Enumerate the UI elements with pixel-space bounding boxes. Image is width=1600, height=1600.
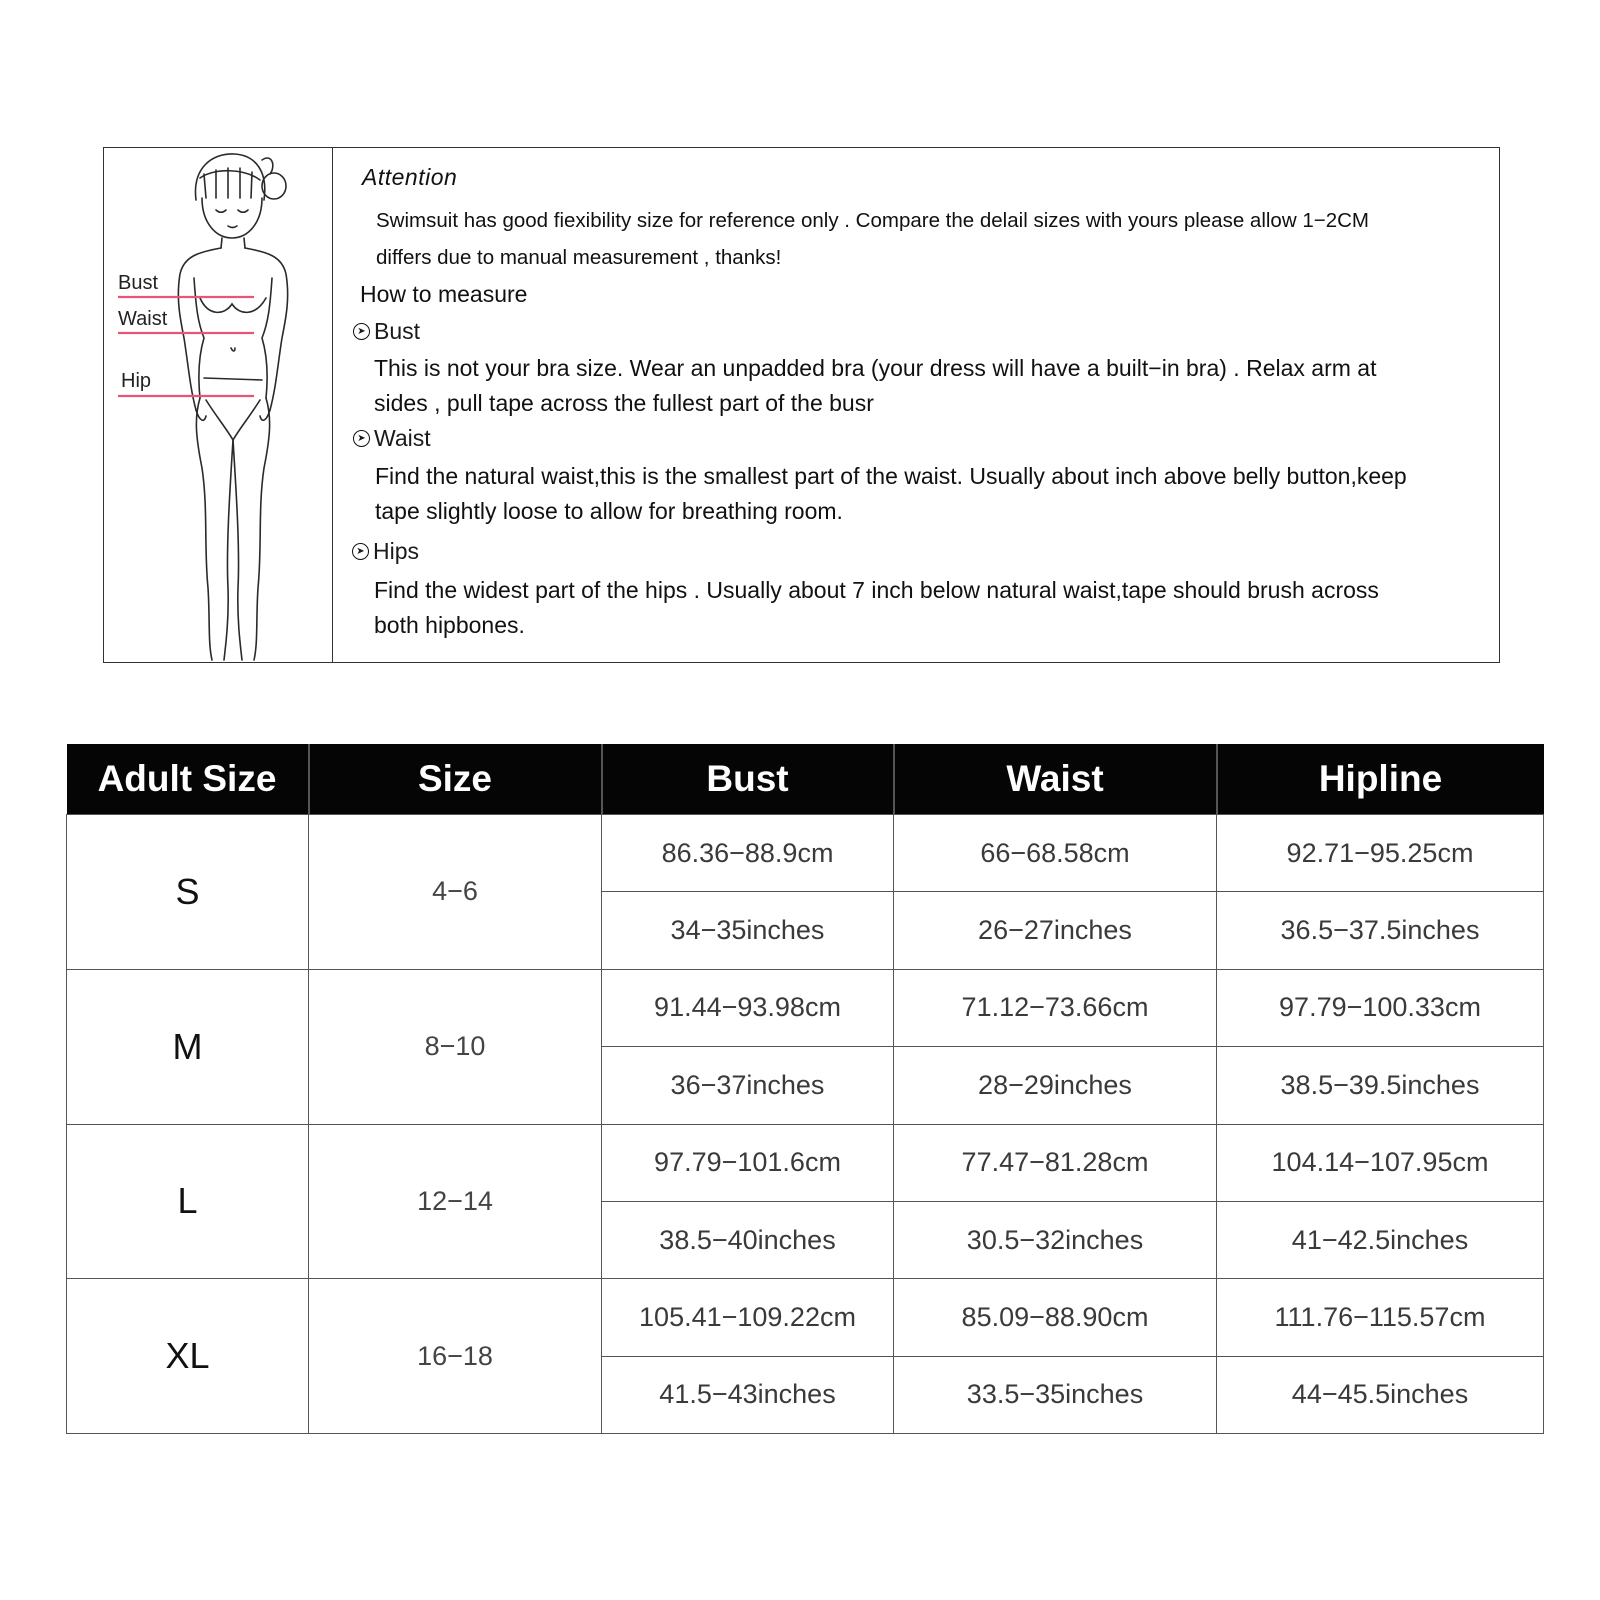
waist-inches-cell: 28−29inches <box>894 1047 1217 1124</box>
hips-section-title <box>352 538 419 565</box>
bust-inches-cell: 38.5−40inches <box>602 1201 894 1278</box>
guide-text-panel <box>333 148 1499 662</box>
bust-cm-cell: 86.36−88.9cm <box>602 815 894 892</box>
table-row <box>67 1124 1544 1201</box>
hip-inches-cell: 36.5−37.5inches <box>1217 892 1544 969</box>
header-adult-size: Adult Size <box>67 744 309 815</box>
size-cell: 4−6 <box>309 815 602 970</box>
bust-inches-cell: 41.5−43inches <box>602 1356 894 1433</box>
size-cell: 16−18 <box>309 1279 602 1434</box>
waist-cm-cell: 85.09−88.90cm <box>894 1279 1217 1356</box>
waist-inches-cell: 33.5−35inches <box>894 1356 1217 1433</box>
table-row <box>67 815 1544 892</box>
arrow-circle-icon: ➤ <box>353 430 370 447</box>
table-row <box>67 1279 1544 1356</box>
bust-section-title <box>353 318 420 345</box>
arrow-circle-icon: ➤ <box>353 323 370 340</box>
attention-title: Attention <box>362 164 458 190</box>
table-row <box>67 969 1544 1046</box>
hip-inches-cell: 41−42.5inches <box>1217 1201 1544 1278</box>
hip-inches-cell: 44−45.5inches <box>1217 1356 1544 1433</box>
waist-section-title <box>353 425 431 452</box>
waist-cm-cell: 71.12−73.66cm <box>894 969 1217 1046</box>
waist-cm-cell: 66−68.58cm <box>894 815 1217 892</box>
adult-size-cell: M <box>67 969 309 1124</box>
adult-size-cell: S <box>67 815 309 970</box>
waist-text-line-1: Find the natural waist,this is the smallest part of the waist. Usually about inch above belly button,keep <box>375 463 1407 489</box>
hip-cm-cell: 104.14−107.95cm <box>1217 1124 1544 1201</box>
hips-text-line-2: both hipbones. <box>374 612 525 638</box>
hip-label: Hip <box>121 370 152 392</box>
hip-cm-cell: 97.79−100.33cm <box>1217 969 1544 1046</box>
bust-text-line-2: sides , pull tape across the fullest part of the busr <box>374 390 874 416</box>
header-waist: Waist <box>894 744 1217 815</box>
waist-cm-cell: 77.47−81.28cm <box>894 1124 1217 1201</box>
size-cell: 8−10 <box>309 969 602 1124</box>
hip-cm-cell: 92.71−95.25cm <box>1217 815 1544 892</box>
header-bust: Bust <box>602 744 894 815</box>
bust-section-label: Bust <box>374 318 421 344</box>
attention-text-line-1: Swimsuit has good fiexibility size for reference only . Compare the delail sizes with yours please allow 1−2CM <box>376 209 1369 232</box>
bust-cm-cell: 105.41−109.22cm <box>602 1279 894 1356</box>
header-size: Size <box>309 744 602 815</box>
size-chart-table <box>66 744 1544 1434</box>
table-header-row <box>67 744 1544 815</box>
hips-text-line-1: Find the widest part of the hips . Usually about 7 inch below natural waist,tape should brush across <box>374 577 1379 603</box>
adult-size-cell: XL <box>67 1279 309 1434</box>
adult-size-cell: L <box>67 1124 309 1279</box>
bust-cm-cell: 91.44−93.98cm <box>602 969 894 1046</box>
how-to-measure-heading: How to measure <box>360 281 528 307</box>
body-figure-panel <box>104 148 333 662</box>
waist-inches-cell: 26−27inches <box>894 892 1217 969</box>
hip-cm-cell: 111.76−115.57cm <box>1217 1279 1544 1356</box>
waist-text-line-2: tape slightly loose to allow for breathing room. <box>375 498 843 524</box>
size-cell: 12−14 <box>309 1124 602 1279</box>
bust-inches-cell: 34−35inches <box>602 892 894 969</box>
measurement-guide <box>103 147 1500 663</box>
hips-section-label: Hips <box>373 538 420 564</box>
waist-section-label: Waist <box>374 425 431 451</box>
bust-label: Bust <box>118 272 159 294</box>
body-figure-illustration <box>104 148 332 662</box>
waist-label: Waist <box>118 308 168 330</box>
attention-text-line-2: differs due to manual measurement , thanks! <box>376 246 782 269</box>
bust-text-line-1: This is not your bra size. Wear an unpadded bra (your dress will have a built−in bra) . Relax arm at <box>374 355 1377 381</box>
header-hipline: Hipline <box>1217 744 1544 815</box>
bust-inches-cell: 36−37inches <box>602 1047 894 1124</box>
waist-inches-cell: 30.5−32inches <box>894 1201 1217 1278</box>
arrow-circle-icon: ➤ <box>352 543 369 560</box>
hip-inches-cell: 38.5−39.5inches <box>1217 1047 1544 1124</box>
bust-cm-cell: 97.79−101.6cm <box>602 1124 894 1201</box>
